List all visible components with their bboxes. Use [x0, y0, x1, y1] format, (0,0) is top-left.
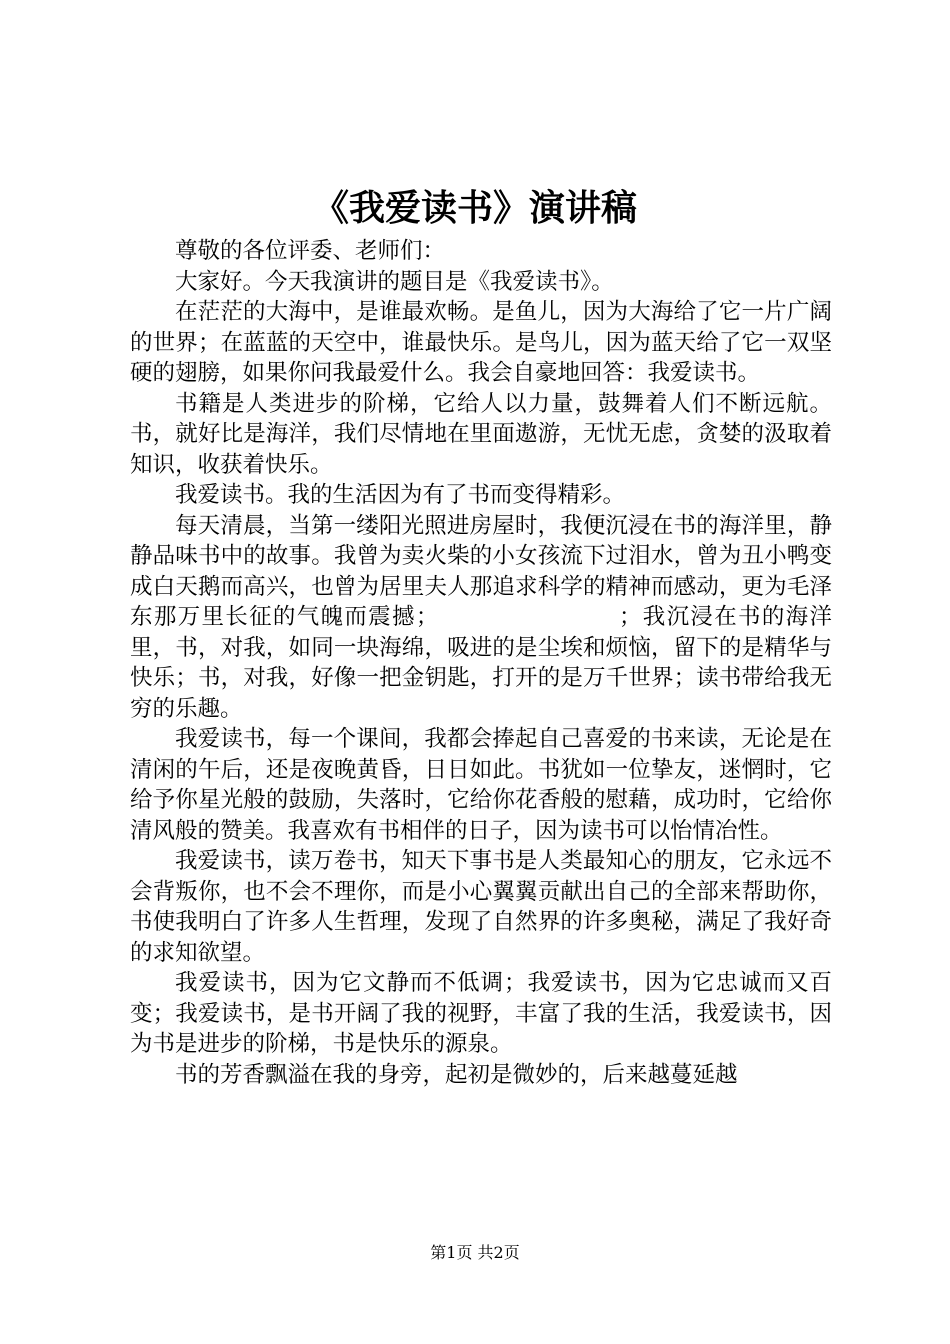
document-body	[130, 236, 832, 1090]
paragraph: 我爱读书，读万卷书，知天下事书是人类最知心的朋友，它永远不会背叛你，也不会不理你，而是小心翼翼贡献出自己的全部来帮助你，书使我明白了许多人生哲理，发现了自然界的许多奥秘，满足了我好奇的求知欲望。	[130, 848, 832, 966]
paragraph-greeting: 大家好。今天我演讲的题目是《我爱读书》。	[175, 268, 614, 295]
document-title: 《我爱读书》演讲稿	[312, 187, 637, 229]
paragraph: 书籍是人类进步的阶梯，它给人以力量，鼓舞着人们不断远航。书，就好比是海洋，我们尽情地在里面遨游，无忧无虑，贪婪的汲取着知识，收获着快乐。	[130, 390, 832, 478]
paragraph-salutation: 尊敬的各位评委、老师们：	[175, 238, 446, 264]
paragraph: 每天清晨，当第一缕阳光照进房屋时，我便沉浸在书的海洋里，静静品味书中的故事。我曾为卖火柴的小女孩流下过泪水，曾为丑小鸭变成白天鹅而高兴，也曾为居里夫人那追求科学的精神而感动，更为毛泽东那万里长征的气魄而震撼； ；我沉浸在书的海洋里，书，对我，如同一块海绵，吸进的是尘埃和烦恼，留下的是精华与快乐；书，对我，好像一把金钥匙，打开的是万千世界；读书带给我无穷的乐趣。	[130, 512, 832, 722]
paragraph: 在茫茫的大海中，是谁最欢畅。是鱼儿，因为大海给了它一片广阔的世界；在蓝蓝的天空中，谁最快乐。是鸟儿，因为蓝天给了它一双坚硬的翅膀，如果你问我最爱什么。我会自豪地回答：我爱读书。	[130, 299, 832, 386]
paragraph: 书的芳香飘溢在我的身旁，起初是微妙的，后来越蔓延越	[175, 1061, 738, 1088]
page-number-footer: 第1页 共2页	[430, 1243, 520, 1262]
paragraph: 我爱读书，每一个课间，我都会捧起自己喜爱的书来读，无论是在清闲的午后，还是夜晚黄昏，日日如此。书犹如一位挚友，迷惘时，它给予你星光般的鼓励，失落时，它给你花香般的慰藉，成功时，它给你清风般的赞美。我喜欢有书相伴的日子，因为读书可以怡情冶性。	[130, 726, 832, 844]
paragraph: 我爱读书。我的生活因为有了书而变得精彩。	[175, 482, 626, 508]
paragraph: 我爱读书，因为它文静而不低调；我爱读书，因为它忠诚而又百变；我爱读书，是书开阔了我的视野，丰富了我的生活，我爱读书，因为书是进步的阶梯，书是快乐的源泉。	[130, 970, 832, 1057]
